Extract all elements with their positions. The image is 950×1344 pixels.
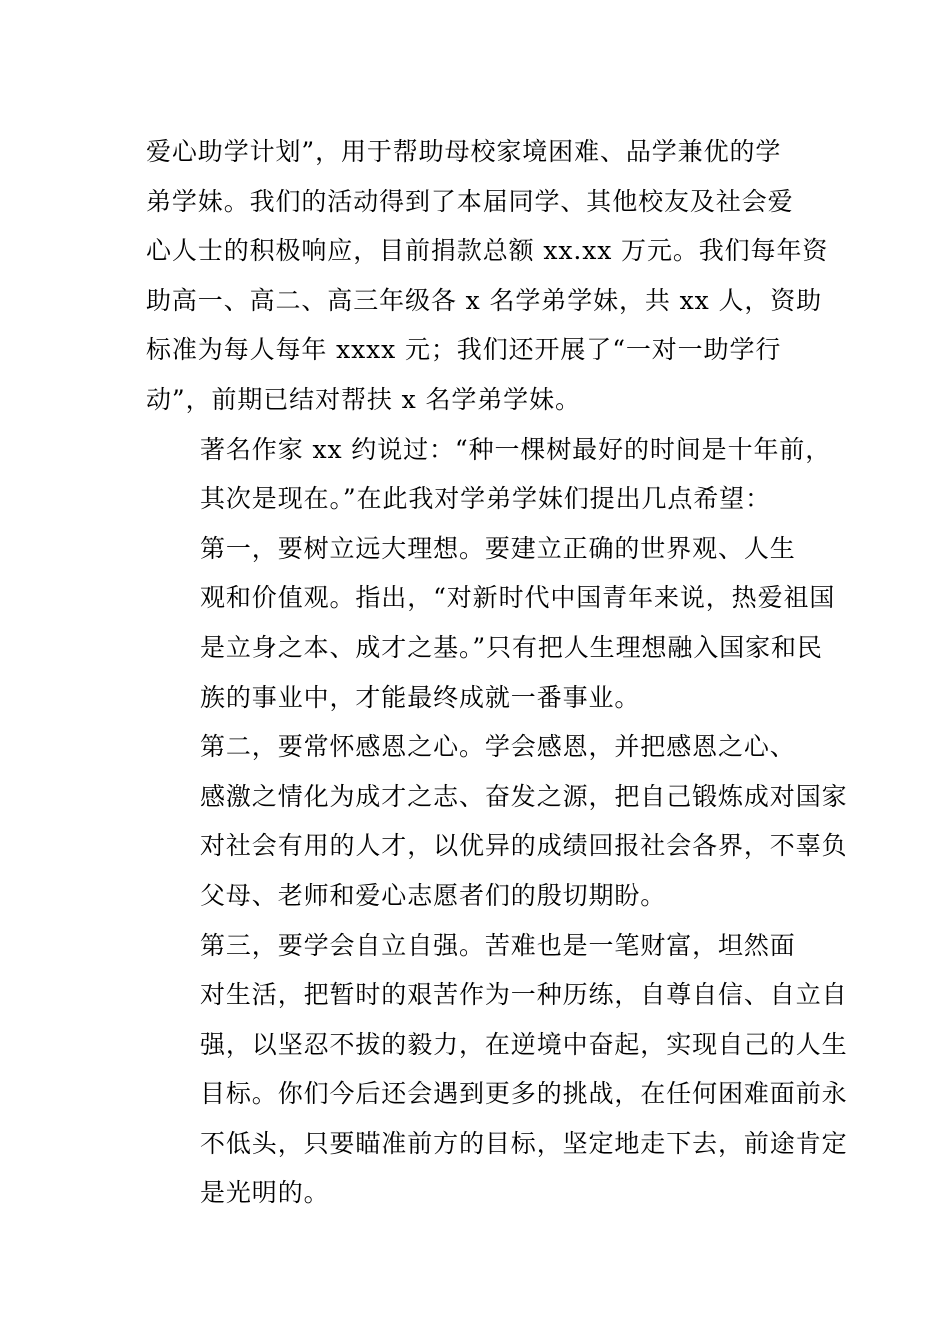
paragraph-donation-plan — [146, 127, 829, 425]
paragraph-first-hope — [146, 524, 836, 722]
text-line: 是光明的。 — [200, 1178, 330, 1208]
text-line: 心人士的积极响应，目前捐款总额 xx.xx 万元。我们每年资 — [146, 236, 829, 266]
text-line: 第二，要常怀感恩之心。学会感恩，并把感恩之心、 — [200, 732, 796, 762]
text-line: 族的事业中，才能最终成就一番事业。 — [200, 682, 641, 712]
text-line: 其次是现在。”在此我对学弟学妹们提出几点希望： — [200, 484, 771, 514]
text-line: 目标。你们今后还会遇到更多的挑战，在任何困难面前永 — [200, 1079, 848, 1109]
text-line: 强，以坚忍不拔的毅力，在逆境中奋起，实现自己的人生 — [200, 1029, 848, 1059]
text-line: 观和价值观。指出，“对新时代中国青年来说，热爱祖国 — [200, 583, 836, 613]
text-line: 父母、老师和爱心志愿者们的殷切期盼。 — [200, 880, 667, 910]
text-line: 感激之情化为成才之志、奋发之源，把自己锻炼成对国家 — [200, 781, 848, 811]
text-line: 第一，要树立远大理想。要建立正确的世界观、人生 — [200, 533, 796, 563]
text-line: 标准为每人每年 xxxx 元；我们还开展了“一对一助学行 — [146, 335, 782, 365]
text-line: 第三，要学会自立自强。苦难也是一笔财富，坦然面 — [200, 930, 796, 960]
paragraph-quote — [146, 425, 832, 524]
text-line: 对生活，把暂时的艰苦作为一种历练，自尊自信、自立自 — [200, 980, 848, 1010]
text-line: 著名作家 xx 约说过：“种一棵树最好的时间是十年前， — [200, 434, 832, 464]
text-line: 弟学妹。我们的活动得到了本届同学、其他校友及社会爱 — [146, 186, 794, 216]
paragraph-third-hope — [146, 921, 848, 1219]
paragraph-second-hope — [146, 722, 848, 920]
text-line: 是立身之本、成才之基。”只有把人生理想融入国家和民 — [200, 632, 823, 662]
document-body — [146, 127, 848, 1218]
text-line: 对社会有用的人才，以优异的成绩回报社会各界，不辜负 — [200, 831, 848, 861]
text-line: 助高一、高二、高三年级各 x 名学弟学妹，共 xx 人，资助 — [146, 285, 823, 315]
text-line: 爱心助学计划”，用于帮助母校家境困难、品学兼优的学 — [146, 137, 782, 166]
text-line: 动”，前期已结对帮扶 x 名学弟学妹。 — [146, 384, 581, 414]
text-line: 不低头，只要瞄准前方的目标，坚定地走下去，前途肯定 — [200, 1128, 848, 1158]
